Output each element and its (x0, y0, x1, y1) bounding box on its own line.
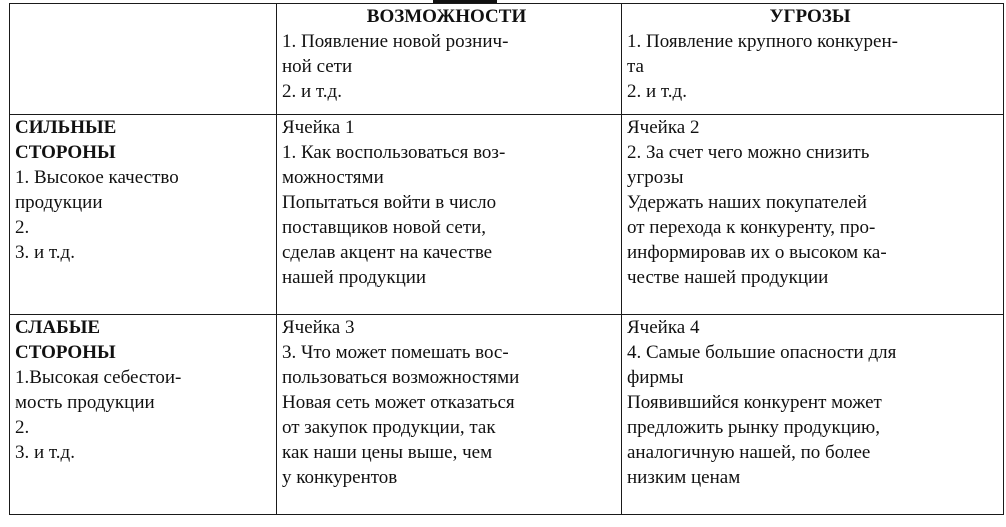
cell-3-line: как наши цены выше, чем (282, 442, 493, 463)
swot-matrix-table (9, 3, 1004, 515)
cell-4-label: Ячейка 4 (627, 317, 700, 338)
cell-4 (622, 315, 1004, 515)
threats-line: 1. Появление крупного конкурен- (627, 31, 898, 52)
cell-3 (277, 315, 622, 515)
cell-3-line: пользоваться возможностями (282, 367, 520, 388)
weaknesses-line: 2. (15, 417, 30, 438)
opportunities-title: ВОЗМОЖНОСТИ (366, 6, 527, 27)
cell-4-line: низким ценам (627, 467, 741, 488)
threats-title: УГРОЗЫ (769, 6, 851, 27)
strengths-line: продукции (15, 192, 103, 213)
threats-line: та (627, 56, 644, 77)
cell-3-line: от закупок продукции, так (282, 417, 496, 438)
cell-1-line: поставщиков новой сети, (282, 217, 487, 238)
strengths-title: СИЛЬНЫЕ (15, 117, 117, 138)
cell-2-line: угрозы (627, 167, 684, 188)
threats-line: 2. и т.д. (627, 81, 687, 102)
cell-3-line: у конкурентов (282, 467, 398, 488)
cell-1-line: нашей продукции (282, 267, 427, 288)
cell-4-line: 4. Самые большие опасности для (627, 342, 897, 363)
cell-1-label: Ячейка 1 (282, 117, 355, 138)
cell-1-line: сделав акцент на качестве (282, 242, 493, 263)
header-row (10, 4, 1004, 115)
cell-3-line: 3. Что может помешать вос- (282, 342, 509, 363)
threats-header-cell (622, 4, 1004, 115)
cell-3-line: Новая сеть может отказаться (282, 392, 515, 413)
opportunities-line: 2. и т.д. (282, 81, 342, 102)
cell-2-line: честве нашей продукции (627, 267, 829, 288)
strengths-cell (10, 115, 277, 315)
strengths-line: 3. и т.д. (15, 242, 75, 263)
cell-1 (277, 115, 622, 315)
strengths-line: 1. Высокое качество (15, 167, 179, 188)
opportunities-line: 1. Появление новой рознич- (282, 31, 509, 52)
cell-4-line: предложить рынку продукцию, (627, 417, 880, 438)
weaknesses-cell (10, 315, 277, 515)
cell-4-line: аналогичную нашей, по более (627, 442, 871, 463)
cell-1-line: 1. Как воспользоваться воз- (282, 142, 506, 163)
opportunities-line: ной сети (282, 56, 353, 77)
cell-1-line: Попытаться войти в число (282, 192, 497, 213)
weaknesses-title: СЛАБЫЕ (15, 317, 101, 338)
strengths-row (10, 115, 1004, 315)
weaknesses-row (10, 315, 1004, 515)
cell-2-label: Ячейка 2 (627, 117, 700, 138)
cell-2-line: от перехода к конкуренту, про- (627, 217, 876, 238)
cell-2-line: 2. За счет чего можно снизить (627, 142, 870, 163)
strengths-line: 2. (15, 217, 30, 238)
cell-2 (622, 115, 1004, 315)
cell-1-line: можностями (282, 167, 384, 188)
cell-2-line: информировав их о высоком ка- (627, 242, 887, 263)
weaknesses-line: мость продукции (15, 392, 155, 413)
cell-2-line: Удержать наших покупателей (627, 192, 867, 213)
opportunities-header-cell (277, 4, 622, 115)
cell-3-label: Ячейка 3 (282, 317, 355, 338)
cell-4-line: Появившийся конкурент может (627, 392, 882, 413)
weaknesses-line: 3. и т.д. (15, 442, 75, 463)
weaknesses-title: СТОРОНЫ (15, 342, 116, 363)
cell-4-line: фирмы (627, 367, 684, 388)
weaknesses-line: 1.Высокая себестои- (15, 367, 182, 388)
corner-cell (10, 4, 277, 115)
strengths-title: СТОРОНЫ (15, 142, 116, 163)
